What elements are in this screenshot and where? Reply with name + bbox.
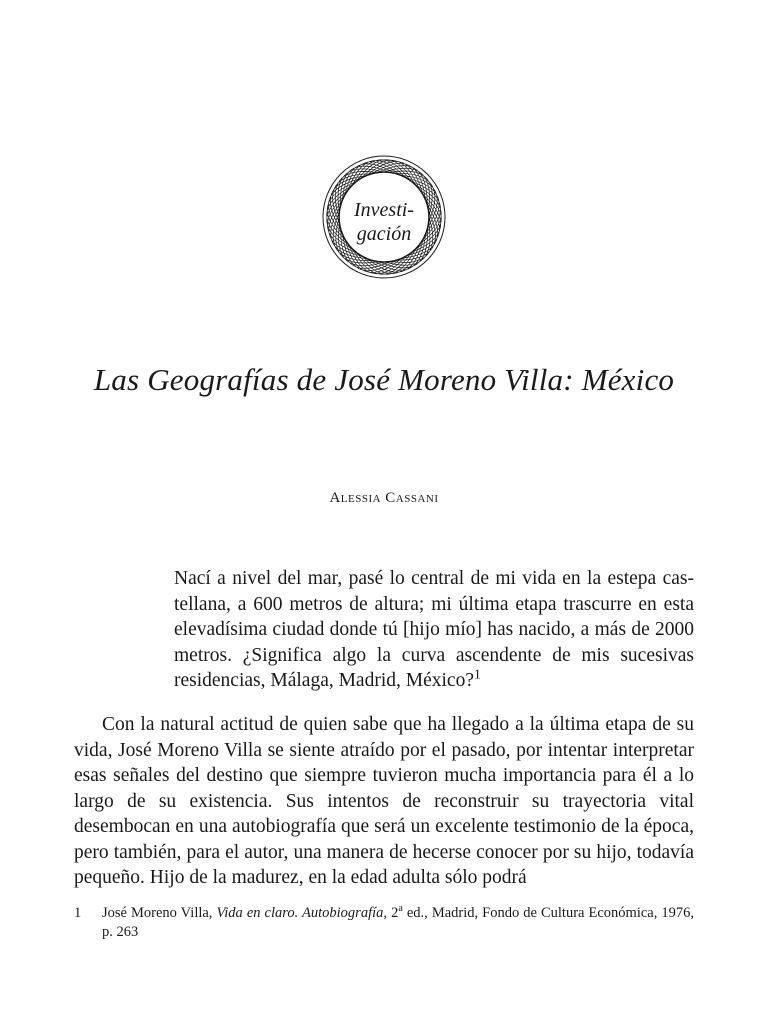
section-badge [322, 150, 446, 284]
footnote-ref[interactable]: 1 [473, 666, 481, 682]
footnote-edition-sup: a [398, 903, 403, 915]
body-paragraph: Con la natural actitud de quien sabe que ha llegado a la última etapa de su vida, José Moreno Villa se siente atraído por el pasado, por intentar interpretar esas señales del destino que siempre tuvieron mucha importancia para él a lo largo de su existencia. Sus intentos de reconstruir su trayectoria vital desembocan en una autobiografía que será un excelente testimonio de la época, pero también, para el autor, una manera de hecerse conocer por su hijo, todavía pequeño. Hijo de la madurez, en la edad adulta sólo podrá [74, 714, 694, 888]
footnote-author: José Moreno Villa, [102, 905, 213, 921]
footnote-work-title: Vida en claro. Autobiografía, [216, 905, 388, 921]
article-author: Alessia Cassani [329, 490, 439, 506]
footnote-edition-number: 2 [391, 905, 399, 921]
badge-label-line1: Investi- [354, 199, 414, 221]
footnote-citation-rest: ed., Madrid, Fondo de Cultura Económica, 1976, p. 263 [102, 905, 695, 940]
badge-label-line2: gación [356, 223, 412, 245]
epigraph-quote [174, 566, 694, 694]
footnote-number: 1 [74, 905, 82, 921]
badge-label [322, 198, 446, 246]
footnote-body [102, 904, 694, 942]
epigraph-text: Nací a nivel del mar, pasé lo central de mi vida en la estepa castellana, a 600 metros de altura; mi última etapa trascurre en esta elevadísima ciudad donde tú [hijo mío] has nacido, a más de 2000 metros. ¿Significa algo la curva ascendente de mis sucesivas residencias, Málaga, Madrid, México? [174, 568, 694, 691]
article-title: Las Geografías de José Moreno Villa: México [93, 362, 675, 397]
footnote [74, 904, 694, 942]
